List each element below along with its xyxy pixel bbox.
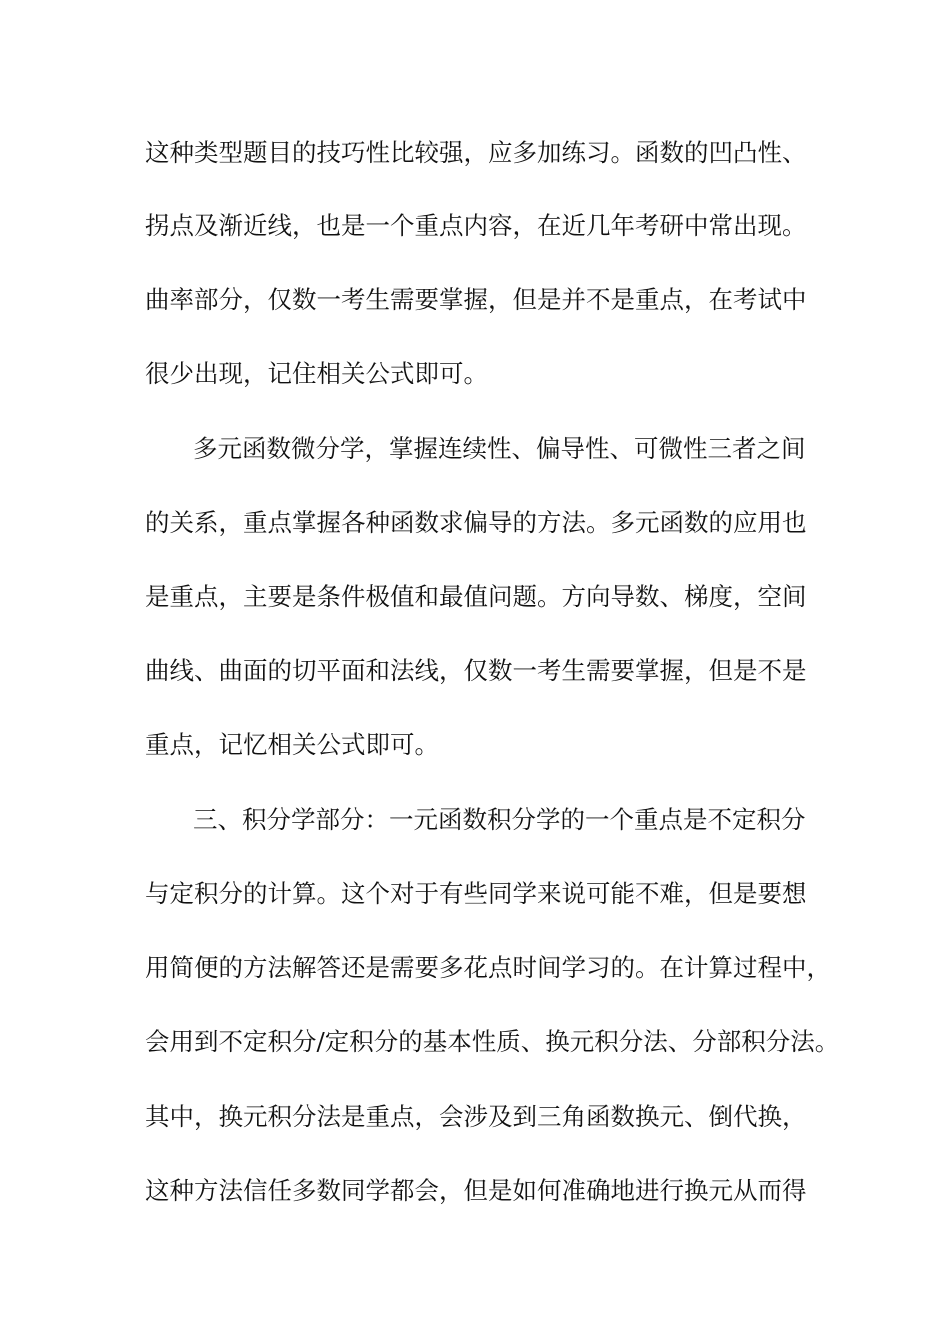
text-line: 曲率部分，仅数一考生需要掌握，但是并不是重点，在考试中 <box>145 285 807 314</box>
text-line: 会用到不定积分/定积分的基本性质、换元积分法、分部积分法。 <box>145 1027 840 1056</box>
text-line: 重点，记忆相关公式即可。 <box>145 730 439 759</box>
text-line: 这种类型题目的技巧性比较强，应多加练习。函数的凹凸性、 <box>145 138 807 167</box>
text-line: 是重点，主要是条件极值和最值问题。方向导数、梯度，空间 <box>145 582 807 611</box>
text-line: 其中，换元积分法是重点，会涉及到三角函数换元、倒代换， <box>145 1102 807 1131</box>
text-line: 曲线、曲面的切平面和法线，仅数一考生需要掌握，但是不是 <box>145 656 807 685</box>
text-line: 很少出现，记住相关公式即可。 <box>145 359 488 388</box>
text-line: 用简便的方法解答还是需要多花点时间学习的。在计算过程中， <box>145 953 831 982</box>
text-line: 与定积分的计算。这个对于有些同学来说可能不难，但是要想 <box>145 879 807 908</box>
text-line: 的关系，重点掌握各种函数求偏导的方法。多元函数的应用也 <box>145 508 807 537</box>
text-line: 这种方法信任多数同学都会，但是如何准确地进行换元从而得 <box>145 1176 807 1205</box>
paragraph-first-line: 三、积分学部分：一元函数积分学的一个重点是不定积分 <box>193 805 806 834</box>
text-line: 拐点及渐近线，也是一个重点内容，在近几年考研中常出现。 <box>145 211 807 240</box>
paragraph-first-line: 多元函数微分学，掌握连续性、偏导性、可微性三者之间 <box>193 434 806 463</box>
